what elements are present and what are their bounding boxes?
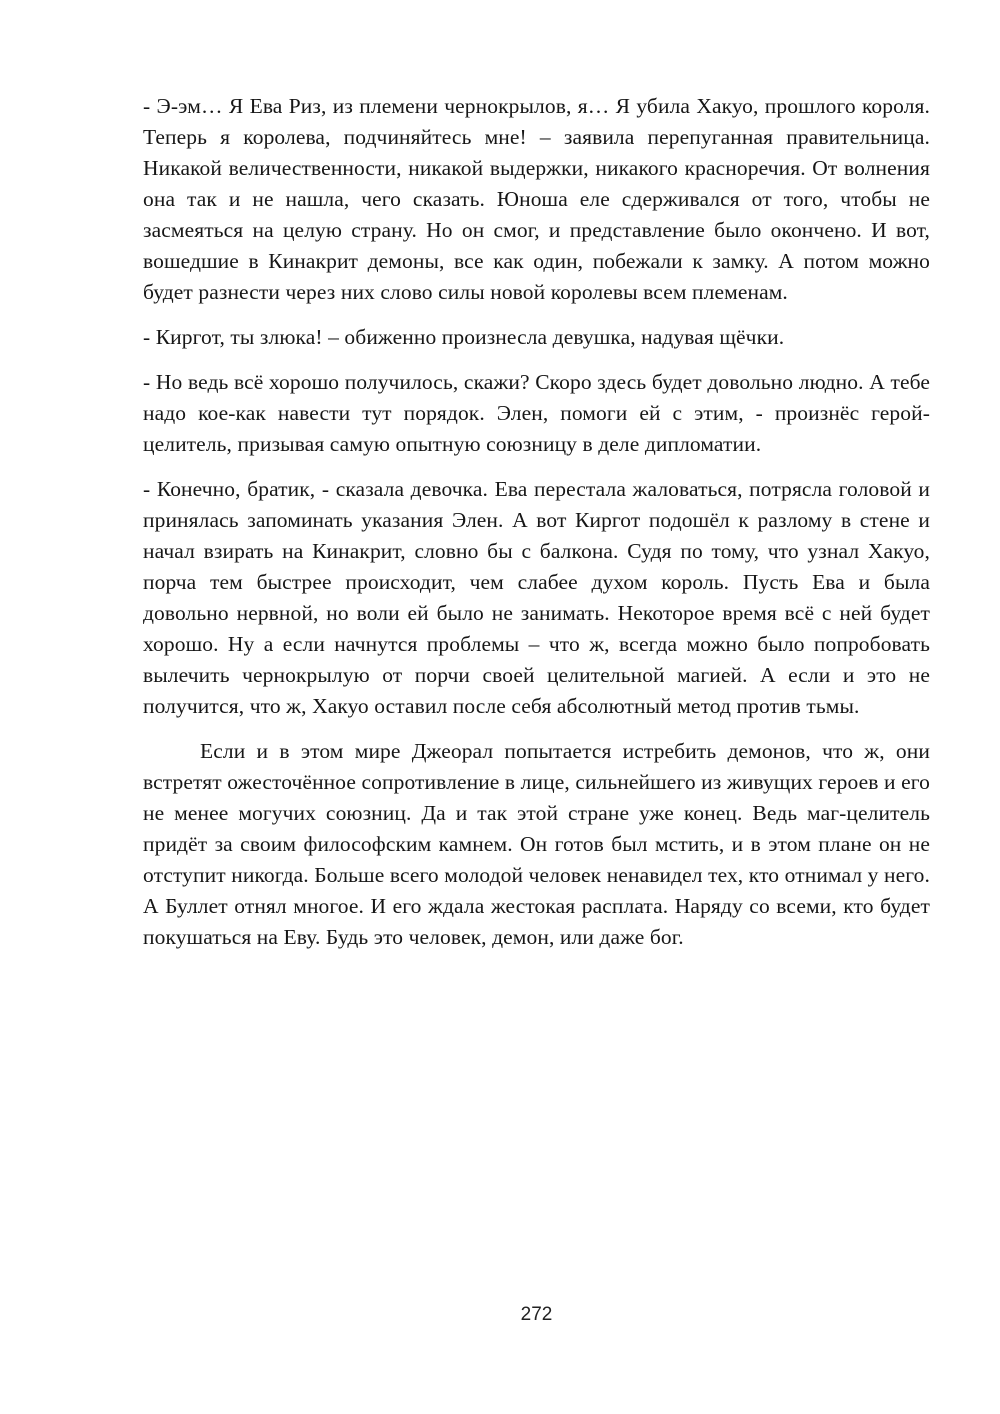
- page-footer: [143, 1304, 930, 1326]
- paragraph-dialogue-ellen-narration: - Конечно, братик, - сказала девочка. Ева перестала жаловаться, потрясла головой и принялась запоминать указания Элен. А вот Киргот подошёл к разлому в стене и начал взирать на Кинакрит, словно бы с балкона. Судя по тому, что узнал Хакуо, порча тем быстрее происходит, чем слабее духом король. Пусть Ева и была довольно нервной, но воли ей было не занимать. Некоторое время всё с ней будет хорошо. Ну а если начнутся проблемы – что ж, всегда можно было попробовать вылечить чернокрылую от порчи своей целительной магией. А если и это не получится, что ж, Хакуо оставил после себя абсолютный метод против тьмы.: [143, 477, 930, 718]
- paragraph-narration-final: Если и в этом мире Джеорал попытается истребить демонов, что ж, они встретят ожесточённое сопротивление в лице, сильнейшего из живущих героев и его не менее могучих союзниц. Да и так этой стране уже конец. Ведь маг-целитель придёт за своим философским камнем. Он готов был мстить, и в этом плане он не отступит никогда. Больше всего молодой человек ненавидел тех, кто отнимал у него. А Буллет отнял многое. И его ждала жестокая расплата. Наряду со всеми, кто будет покушаться на Еву. Будь это человек, демон, или даже бог.: [143, 739, 930, 949]
- text-block: [143, 91, 930, 967]
- page-number: 272: [520, 1304, 553, 1325]
- paragraph-dialogue-healer: - Но ведь всё хорошо получилось, скажи? Скоро здесь будет довольно людно. А тебе надо кое-как навести тут порядок. Элен, помоги ей с этим, - произнёс герой-целитель, призывая самую опытную союзницу в деле дипломатии.: [143, 370, 930, 456]
- paragraph-dialogue-girl: - Киргот, ты злюка! – обиженно произнесла девушка, надувая щёчки.: [143, 325, 785, 349]
- paragraph-dialogue-eva: - Э-эм… Я Ева Риз, из племени чернокрылов, я… Я убила Хакуо, прошлого короля. Теперь я королева, подчиняйтесь мне! – заявила перепуганная правительница. Никакой величественности, никакой выдержки, никакого красноречия. От волнения она так и не нашла, чего сказать. Юноша еле сдерживался от того, чтобы не засмеяться на целую страну. Но он смог, и представление было окончено. И вот, вошедшие в Кинакрит демоны, все как один, побежали к замку. А потом можно будет разнести через них слово силы новой королевы всем племенам.: [143, 94, 930, 304]
